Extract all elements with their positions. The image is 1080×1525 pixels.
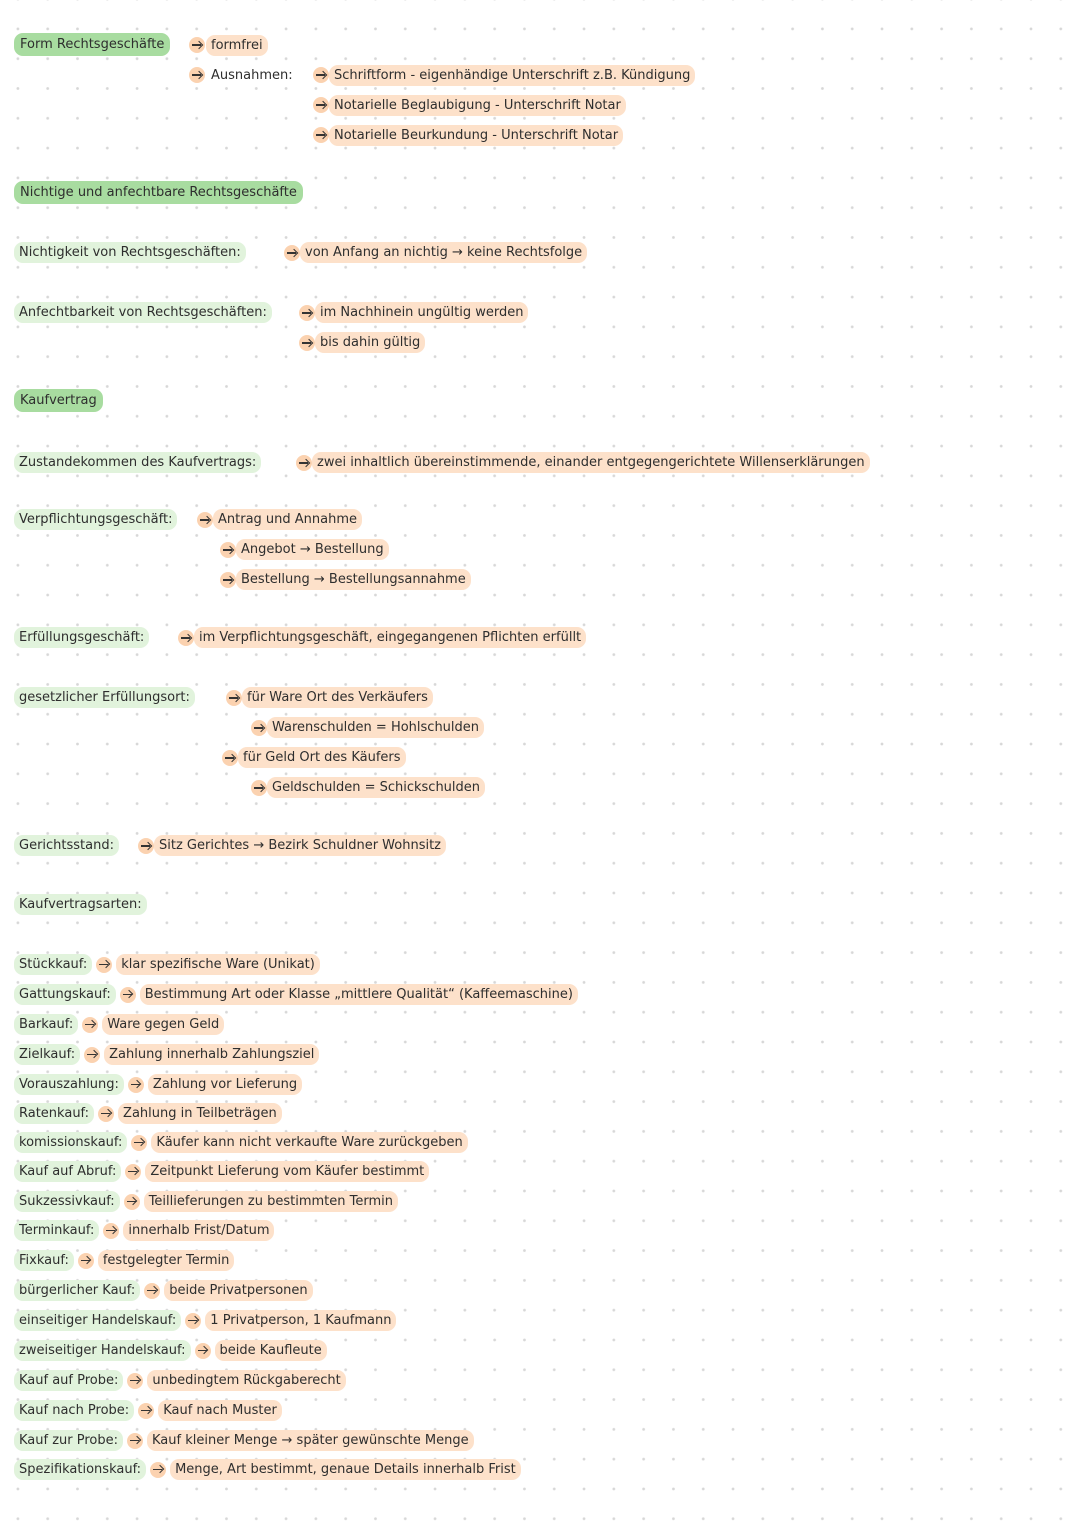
kaufart-term: Kauf auf Abruf: [14,1161,121,1182]
erfuellungsort-value: Warenschulden = Hohlschulden [267,717,484,738]
anfechtbarkeit-value: im Nachhinein ungültig werden [315,302,528,323]
anfechtbarkeit-label: Anfechtbarkeit von Rechtsgeschäften: [14,302,272,323]
kaufart-definition: Bestimmung Art oder Klasse „mittlere Qualität“ (Kaffeemaschine) [140,984,578,1005]
nichtigkeit-label: Nichtigkeit von Rechtsgeschäften: [14,242,246,263]
kaufart-row [14,1340,327,1361]
kaufart-term: Zielkauf: [14,1044,80,1065]
kaufart-row [14,1132,468,1153]
arrow-icon [124,1194,140,1210]
verpflichtung-label: Verpflichtungsgeschäft: [14,509,177,530]
arrow-icon [131,1135,147,1151]
form-value: formfrei [206,35,268,56]
kaufart-row [14,1280,313,1301]
kaufart-term: Terminkauf: [14,1220,99,1241]
erfuellungsort-value: Geldschulden = Schickschulden [267,777,485,798]
exceptions-label: Ausnahmen: [211,68,293,83]
arrow-icon [185,1313,201,1329]
arrow-icon [313,127,329,143]
arrow-icon [78,1253,94,1269]
exception-item: Notarielle Beurkundung - Unterschrift Notar [329,125,623,146]
kaufart-term: Kauf zur Probe: [14,1430,123,1451]
kaufart-definition: Ware gegen Geld [102,1014,224,1035]
arrow-icon [226,690,242,706]
arrow-icon [313,97,329,113]
kaufart-term: Kauf auf Probe: [14,1370,123,1391]
arrow-icon [98,1106,114,1122]
gerichtsstand-label: Gerichtsstand: [14,835,119,856]
arrow-icon [82,1017,98,1033]
arrow-icon [222,750,238,766]
kaufart-term: zweiseitiger Handelskauf: [14,1340,191,1361]
kaufart-term: Kauf nach Probe: [14,1400,134,1421]
kaufart-definition: Menge, Art bestimmt, genaue Details innerhalb Frist [170,1459,521,1480]
kaufart-row [14,1220,274,1241]
arrow-icon [299,335,315,351]
kaufart-definition: Zahlung vor Lieferung [148,1074,302,1095]
arrow-icon [150,1462,166,1478]
kaufart-row [14,1370,346,1391]
erfuellungsort-label: gesetzlicher Erfüllungsort: [14,687,195,708]
arrow-icon [189,67,205,83]
kaufart-definition: Zeitpunkt Lieferung vom Käufer bestimmt [145,1161,429,1182]
kaufart-definition: Teillieferungen zu bestimmten Termin [144,1191,398,1212]
kaufart-definition: Kauf nach Muster [158,1400,282,1421]
arrow-icon [120,987,136,1003]
kaufart-row [14,1430,474,1451]
arrow-icon [144,1283,160,1299]
kaufart-definition: festgelegter Termin [98,1250,235,1271]
heading-kaufvertrag: Kaufvertrag [14,389,103,412]
zustandekommen-value: zwei inhaltlich übereinstimmende, einander entgegengerichtete Willenserklärungen [312,452,870,473]
arrow-icon [189,37,205,53]
arrow-icon [195,1343,211,1359]
arrow-icon [103,1223,119,1239]
heading-nichtige-rechtsgeschaefte: Nichtige und anfechtbare Rechtsgeschäfte [14,181,303,204]
arrow-icon [84,1047,100,1063]
kaufart-term: Ratenkauf: [14,1103,94,1124]
kaufart-term: Fixkauf: [14,1250,74,1271]
kaufart-definition: Zahlung in Teilbeträgen [118,1103,282,1124]
arrow-icon [96,957,112,973]
verpflichtung-value: Antrag und Annahme [213,509,362,530]
kaufart-row [14,984,578,1005]
arrow-icon [220,542,236,558]
arrow-icon [128,1077,144,1093]
erfuellung-label: Erfüllungsgeschäft: [14,627,149,648]
kaufart-row [14,954,320,975]
kaufart-definition: unbedingtem Rückgaberecht [147,1370,345,1391]
kaufart-term: einseitiger Handelskauf: [14,1310,181,1331]
arrow-icon [178,630,194,646]
kaufart-term: Spezifikationskauf: [14,1459,146,1480]
arrow-icon [251,720,267,736]
arrow-icon [251,780,267,796]
kaufart-definition: klar spezifische Ware (Unikat) [116,954,320,975]
exception-item: Notarielle Beglaubigung - Unterschrift Notar [329,95,626,116]
gerichtsstand-value: Sitz Gerichtes → Bezirk Schuldner Wohnsitz [154,835,446,856]
kaufart-definition: Käufer kann nicht verkaufte Ware zurückgeben [151,1132,467,1153]
kaufart-definition: Zahlung innerhalb Zahlungsziel [104,1044,319,1065]
arrow-icon [299,305,315,321]
kaufart-row [14,1074,302,1095]
zustandekommen-label: Zustandekommen des Kaufvertrags: [14,452,261,473]
exception-item: Schriftform - eigenhändige Unterschrift z.B. Kündigung [329,65,695,86]
kaufart-term: Barkauf: [14,1014,78,1035]
kaufart-term: bürgerlicher Kauf: [14,1280,140,1301]
anfechtbarkeit-value: bis dahin gültig [315,332,425,353]
kaufart-definition: Kauf kleiner Menge → später gewünschte Menge [147,1430,474,1451]
verpflichtung-value: Angebot → Bestellung [236,539,389,560]
kaufart-term: komissionskauf: [14,1132,127,1153]
kaufart-definition: 1 Privatperson, 1 Kaufmann [205,1310,396,1331]
kaufvertragsarten-label: Kaufvertragsarten: [14,894,147,915]
verpflichtung-value: Bestellung → Bestellungsannahme [236,569,471,590]
erfuellungsort-value: für Geld Ort des Käufers [238,747,406,768]
arrow-icon [296,455,312,471]
kaufart-row [14,1400,282,1421]
heading-form-rechtsgeschaefte: Form Rechtsgeschäfte [14,33,170,56]
kaufart-term: Gattungskauf: [14,984,116,1005]
arrow-icon [197,512,213,528]
arrow-icon [220,572,236,588]
kaufart-row [14,1161,429,1182]
kaufart-term: Vorauszahlung: [14,1074,124,1095]
arrow-icon [127,1373,143,1389]
arrow-icon [138,838,154,854]
arrow-icon [127,1433,143,1449]
arrow-icon [313,67,329,83]
arrow-icon [125,1164,141,1180]
kaufart-row [14,1191,398,1212]
kaufart-row [14,1014,224,1035]
kaufart-definition: beide Privatpersonen [164,1280,312,1301]
kaufart-row [14,1103,282,1124]
kaufart-row [14,1459,521,1480]
arrow-icon [284,245,300,261]
kaufart-term: Stückkauf: [14,954,92,975]
arrow-icon [138,1403,154,1419]
kaufart-row [14,1250,234,1271]
kaufart-term: Sukzessivkauf: [14,1191,120,1212]
kaufart-row [14,1310,396,1331]
nichtigkeit-value: von Anfang an nichtig → keine Rechtsfolge [300,242,587,263]
kaufart-definition: innerhalb Frist/Datum [123,1220,274,1241]
erfuellungsort-value: für Ware Ort des Verkäufers [242,687,433,708]
kaufart-definition: beide Kaufleute [215,1340,327,1361]
erfuellung-value: im Verpflichtungsgeschäft, eingegangenen Pflichten erfüllt [194,627,586,648]
kaufart-row [14,1044,319,1065]
